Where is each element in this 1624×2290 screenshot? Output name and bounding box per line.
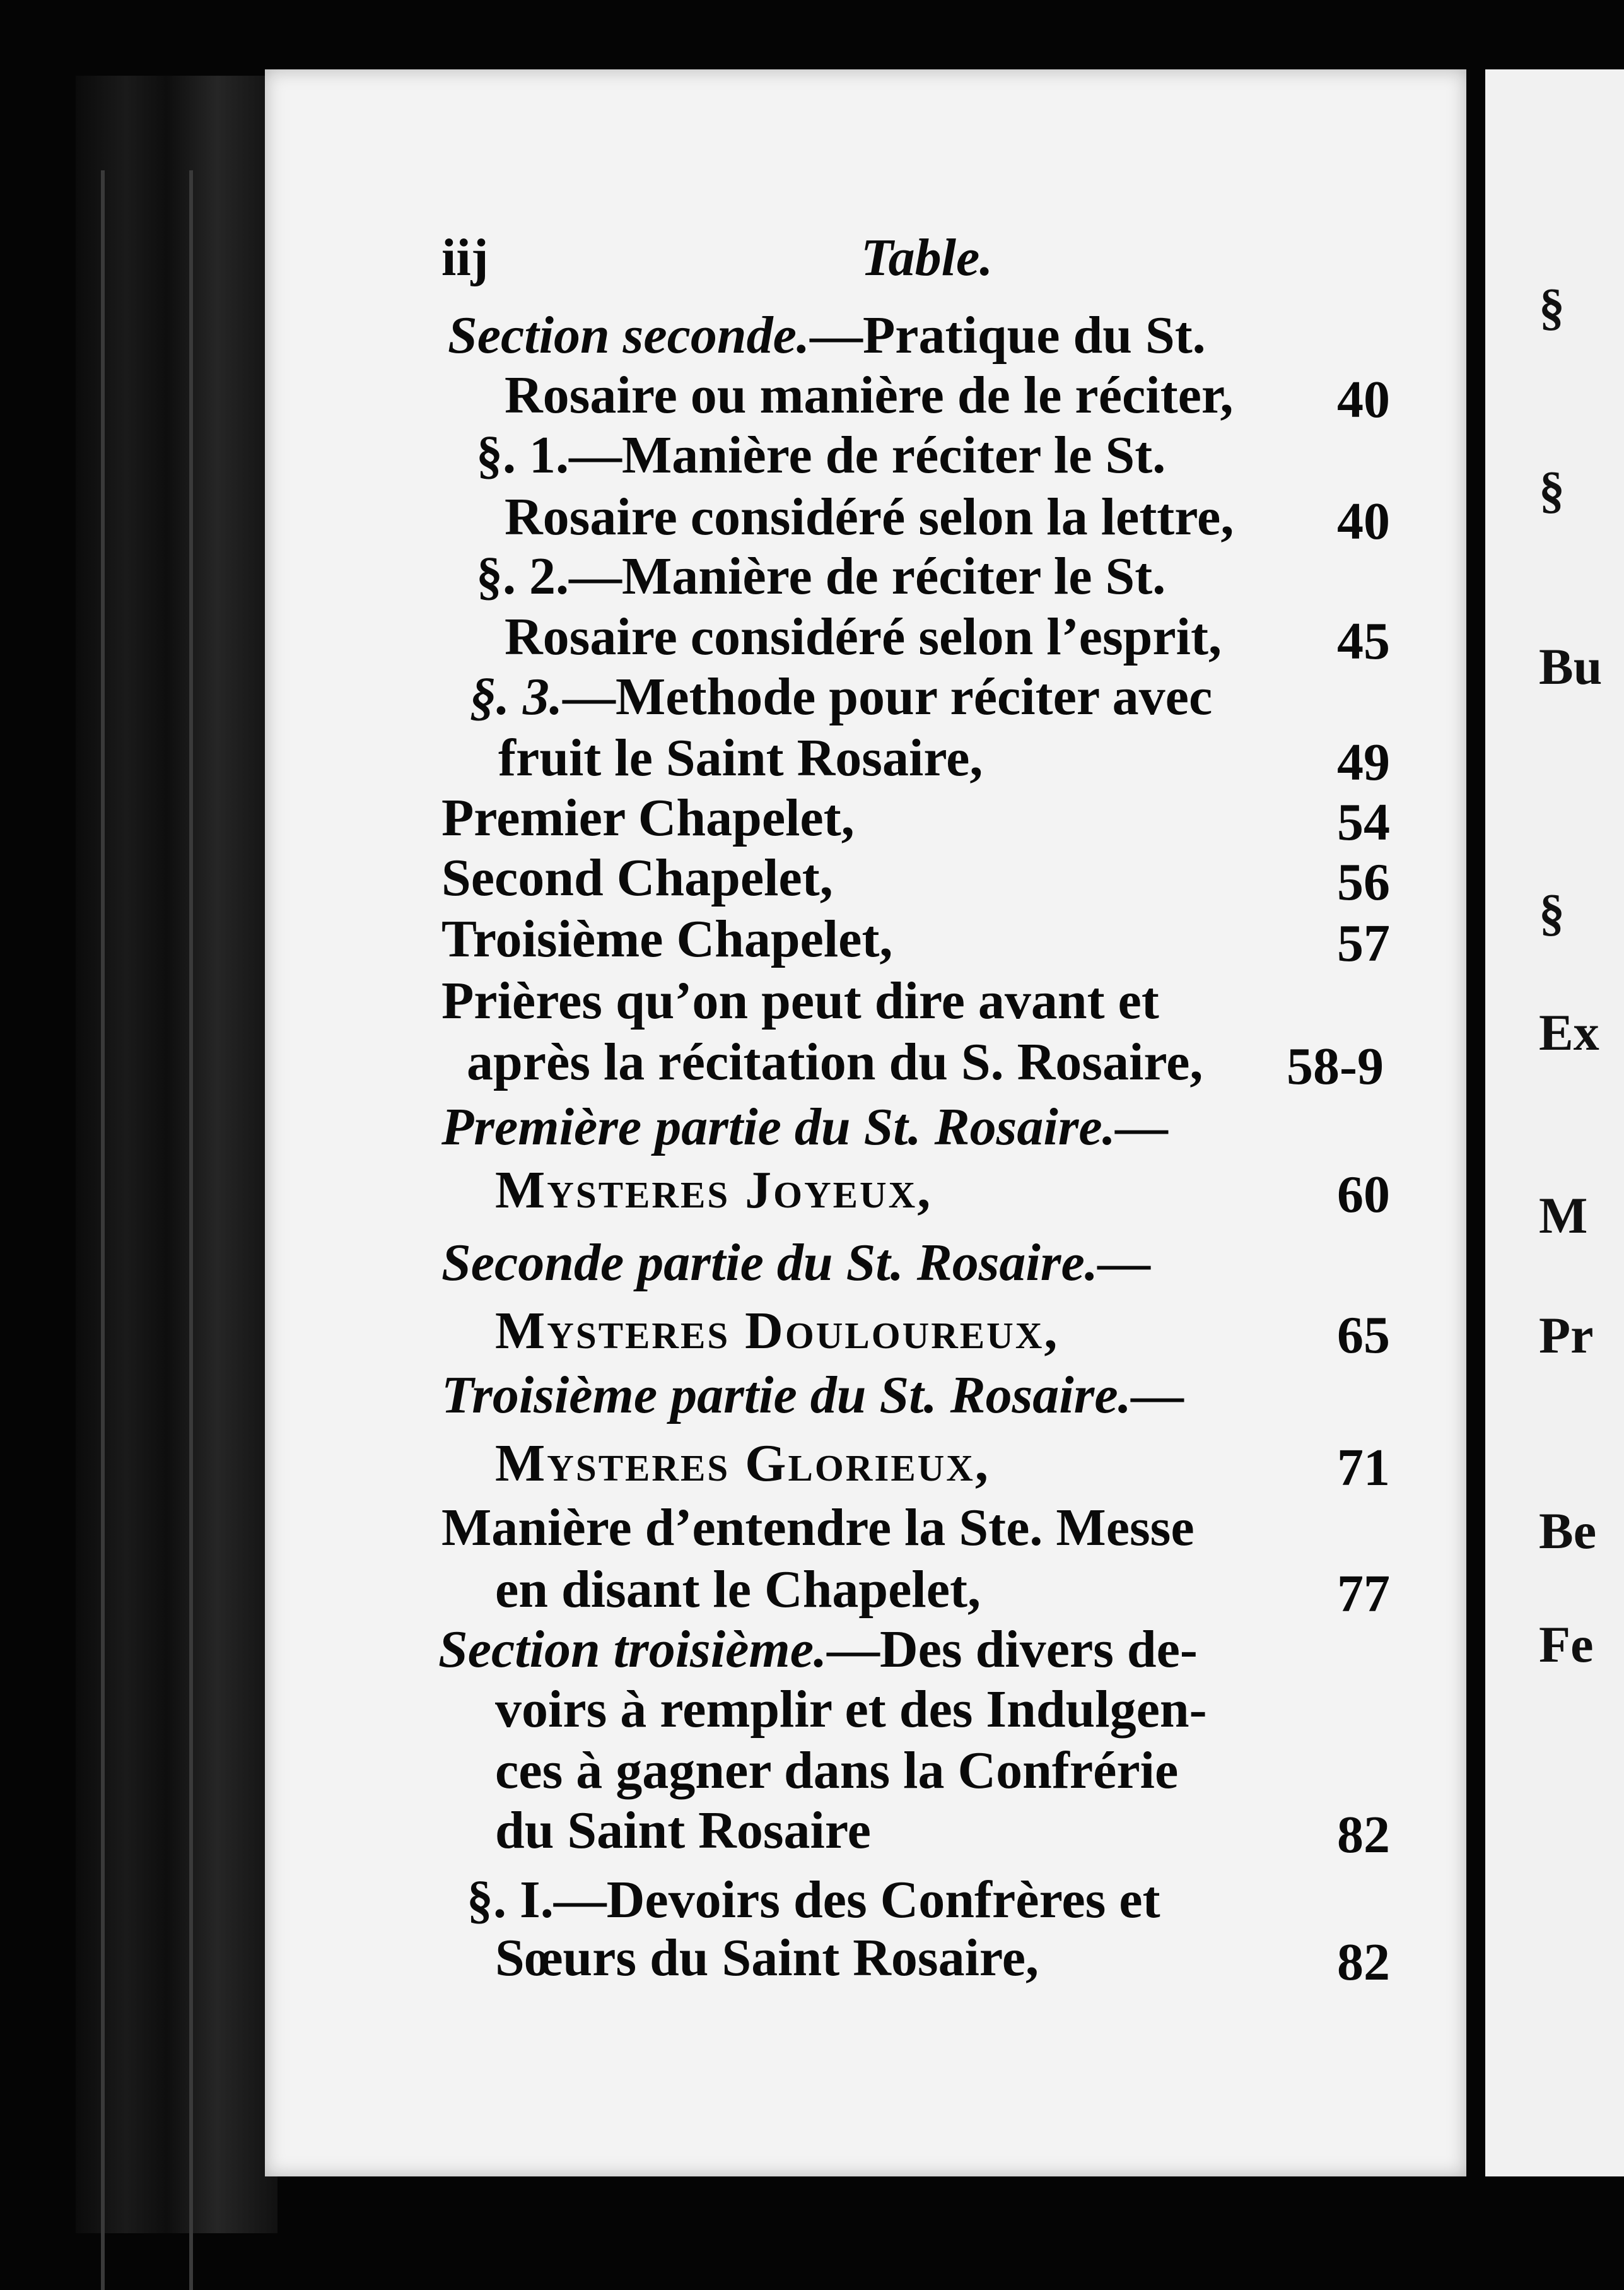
facing-page-fragment: Ex bbox=[1539, 1004, 1599, 1061]
toc-entry: Première partie du St. Rosaire.— bbox=[441, 1098, 1169, 1156]
toc-entry-continuation: ces à gagner dans la Confrérie bbox=[495, 1741, 1179, 1800]
page-title: Table. bbox=[861, 228, 993, 287]
toc-page-number: 56 bbox=[1337, 853, 1390, 912]
toc-entry-continuation: Rosaire considéré selon l’esprit, bbox=[505, 608, 1222, 666]
toc-entry: Seconde partie du St. Rosaire.— bbox=[441, 1233, 1151, 1292]
toc-entry: Manière d’entendre la Ste. Messe bbox=[441, 1498, 1195, 1557]
facing-page-fragment: § bbox=[1539, 278, 1565, 336]
toc-page-number: 71 bbox=[1337, 1438, 1390, 1497]
toc-entry: Second Chapelet, bbox=[441, 848, 833, 907]
toc-page-number: 60 bbox=[1337, 1165, 1390, 1224]
toc-page-number: 77 bbox=[1337, 1565, 1390, 1623]
toc-entry: §. 3.—Methode pour réciter avec bbox=[470, 667, 1213, 726]
toc-page-number: 82 bbox=[1337, 1933, 1390, 1992]
toc-page-number: 40 bbox=[1337, 370, 1390, 429]
toc-entry-continuation: Mysteres Joyeux, bbox=[495, 1161, 933, 1219]
toc-entry-continuation: Rosaire considéré selon la lettre, bbox=[505, 488, 1234, 546]
toc-entry: Premier Chapelet, bbox=[441, 789, 855, 847]
toc-page-number: 49 bbox=[1337, 733, 1390, 792]
toc-entry-continuation: Mysteres Glorieux, bbox=[495, 1434, 990, 1493]
toc-entry: Section seconde.—Pratique du St. bbox=[448, 306, 1206, 365]
toc-page-number: 45 bbox=[1337, 612, 1390, 671]
facing-page-fragment: M bbox=[1539, 1187, 1588, 1244]
toc-entry: §. 1.—Manière de réciter le St. bbox=[476, 426, 1166, 484]
toc-entry-continuation: fruit le Saint Rosaire, bbox=[498, 729, 983, 787]
toc-page-number: 54 bbox=[1337, 793, 1390, 852]
toc-entry-continuation: voirs à remplir et des Indulgen- bbox=[495, 1680, 1207, 1739]
toc-entry: Section troisième.—Des divers de- bbox=[438, 1620, 1198, 1679]
toc-entry: Troisième partie du St. Rosaire.— bbox=[441, 1366, 1184, 1424]
facing-page-fragment: Pr bbox=[1539, 1306, 1594, 1364]
toc-entry: §. I.—Devoirs des Confrères et bbox=[467, 1870, 1160, 1929]
toc-entry-continuation: du Saint Rosaire bbox=[495, 1801, 871, 1860]
toc-entry: §. 2.—Manière de réciter le St. bbox=[476, 547, 1166, 606]
toc-page-number: 82 bbox=[1337, 1806, 1390, 1864]
toc-page-number: 57 bbox=[1337, 914, 1390, 973]
toc-entry-continuation: Sœurs du Saint Rosaire, bbox=[495, 1929, 1039, 1987]
facing-page-fragment: Fe bbox=[1539, 1616, 1594, 1673]
facing-page-fragment: § bbox=[1539, 461, 1565, 519]
toc-entry-continuation: après la récitation du S. Rosaire, bbox=[467, 1033, 1203, 1091]
toc-entry-continuation: Mysteres Douloureux, bbox=[495, 1301, 1060, 1360]
facing-page-fragment: Be bbox=[1539, 1502, 1597, 1559]
toc-entry: Troisième Chapelet, bbox=[441, 910, 893, 968]
facing-page-fragment: Bu bbox=[1539, 638, 1603, 695]
toc-entry: Prières qu’on peut dire avant et bbox=[441, 972, 1159, 1030]
toc-page-number: 65 bbox=[1337, 1306, 1390, 1365]
toc-page-number: 40 bbox=[1337, 492, 1390, 551]
page-number: iij bbox=[441, 228, 489, 287]
toc-entry-continuation: Rosaire ou manière de le réciter, bbox=[505, 366, 1234, 425]
toc-page-number: 58-9 bbox=[1287, 1037, 1384, 1096]
facing-page-fragment: § bbox=[1539, 884, 1565, 941]
toc-entry-continuation: en disant le Chapelet, bbox=[495, 1560, 981, 1619]
